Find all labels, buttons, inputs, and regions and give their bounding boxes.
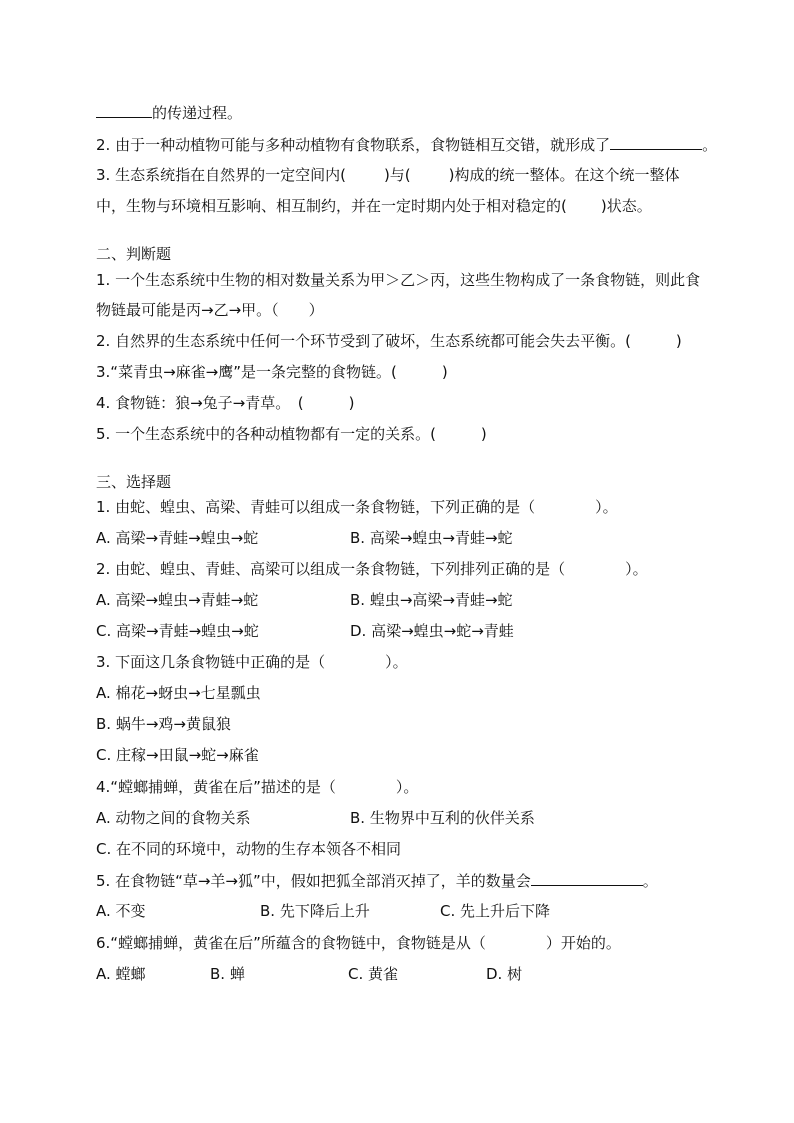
option-c[interactable]: C. 黄雀 [348, 965, 399, 983]
choice-q6-options [96, 964, 522, 984]
option-b[interactable]: B. 生物界中互利的伙伴关系 [350, 809, 535, 827]
answer-blank[interactable] [610, 134, 702, 150]
judgment-q1-line2: 物链最可能是丙→乙→甲。（ ） [96, 301, 324, 319]
option-a[interactable]: A. 螳螂 [96, 965, 146, 983]
option-b[interactable]: B. 高梁→蝗虫→青蛙→蛇 [350, 529, 513, 547]
option-b[interactable]: B. 蝉 [210, 965, 245, 983]
section-heading-judgment: 二、判断题 [96, 245, 172, 263]
answer-blank[interactable] [531, 870, 643, 886]
option-b[interactable]: B. 先下降后上升 [260, 902, 370, 920]
option-a[interactable]: A. 不变 [96, 902, 146, 920]
option-b[interactable]: B. 蝗虫→高梁→青蛙→蛇 [350, 591, 513, 609]
judgment-q3: 3.“菜青虫→麻雀→鹰”是一条完整的食物链。( ) [96, 363, 448, 381]
answer-blank[interactable] [96, 102, 152, 118]
fill-in-q3-line2: 中，生物与环境相互影响、相互制约，并在一定时期内处于相对稳定的( )状态。 [96, 197, 652, 215]
option-c[interactable]: C. 在不同的环境中，动物的生存本领各不相同 [96, 840, 402, 858]
option-c[interactable]: C. 庄稼→田鼠→蛇→麻雀 [96, 746, 259, 764]
choice-q2-options-ab [96, 590, 513, 610]
option-b[interactable]: B. 蜗牛→鸡→黄鼠狼 [96, 715, 231, 733]
fill-in-q2: 2. 由于一种动植物可能与多种动植物有食物联系，食物链相互交错，就形成了 。 [96, 136, 718, 154]
judgment-q5: 5. 一个生态系统中的各种动植物都有一定的关系。( ) [96, 425, 487, 443]
choice-q4-options [96, 808, 535, 828]
choice-q1-stem: 1. 由蛇、蝗虫、高梁、青蛙可以组成一条食物链，下列正确的是（ ）。 [96, 498, 618, 516]
option-c[interactable]: C. 高梁→青蛙→蝗虫→蛇 [96, 622, 259, 640]
option-d[interactable]: D. 树 [486, 965, 523, 983]
section-heading-choice: 三、选择题 [96, 473, 172, 491]
choice-q4-stem: 4.“螳螂捕蝉，黄雀在后”描述的是（ ）。 [96, 778, 419, 796]
judgment-q4: 4. 食物链：狼→兔子→青草。 ( ) [96, 394, 355, 412]
choice-q2-stem: 2. 由蛇、蝗虫、青蛙、高梁可以组成一条食物链，下列排列正确的是（ ）。 [96, 560, 648, 578]
option-d[interactable]: D. 高梁→蝗虫→蛇→青蛙 [350, 622, 514, 640]
option-c[interactable]: C. 先上升后下降 [440, 902, 551, 920]
option-a[interactable]: A. 动物之间的食物关系 [96, 809, 251, 827]
choice-q6-stem: 6.“螳螂捕蝉，黄雀在后”所蕴含的食物链中，食物链是从（ ）开始的。 [96, 934, 621, 952]
fill-in-q3: 3. 生态系统指在自然界的一定空间内( )与( )构成的统一整体。在这个统一整体 [96, 166, 680, 184]
choice-q5-stem: 5. 在食物链“草→羊→狐”中，假如把狐全部消灭掉了，羊的数量会 。 [96, 872, 658, 890]
judgment-q1: 1. 一个生态系统中生物的相对数量关系为甲＞乙＞丙，这些生物构成了一条食物链，则此食 [96, 271, 701, 289]
option-a[interactable]: A. 棉花→蚜虫→七星瓢虫 [96, 684, 261, 702]
fill-in-q1-tail: 的传递过程。 [96, 102, 242, 123]
choice-q1-options [96, 528, 513, 548]
choice-q5-options [96, 901, 550, 921]
option-a[interactable]: A. 高梁→青蛙→蝗虫→蛇 [96, 529, 259, 547]
judgment-q2: 2. 自然界的生态系统中任何一个环节受到了破坏，生态系统都可能会失去平衡。( ) [96, 332, 682, 350]
choice-q3-stem: 3. 下面这几条食物链中正确的是（ ）。 [96, 653, 408, 671]
choice-q2-options-cd [96, 621, 514, 641]
option-a[interactable]: A. 高梁→蝗虫→青蛙→蛇 [96, 591, 259, 609]
